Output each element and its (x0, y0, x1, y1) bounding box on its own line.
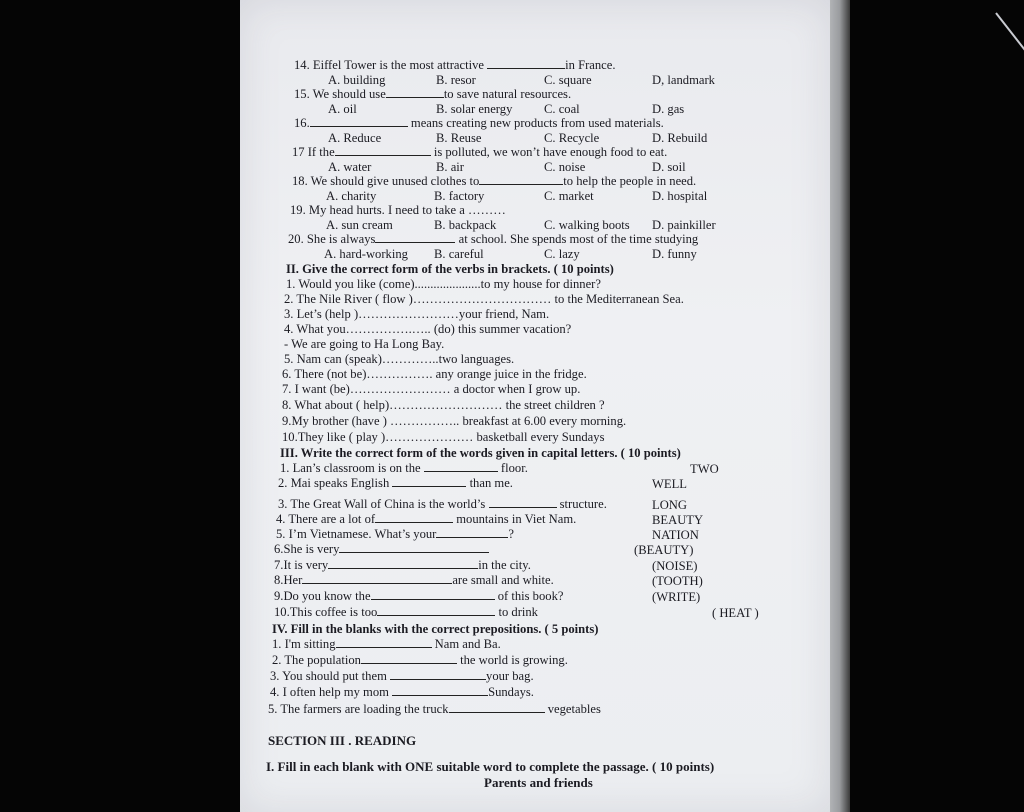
q18-option-a[interactable]: A. charity (326, 189, 377, 203)
preposition-item: 3. You should put them your bag. (270, 669, 534, 683)
capital-word: BEAUTY (652, 513, 704, 527)
section-3-heading: III. Write the correct form of the words given in capital letters. ( 10 points) (280, 446, 681, 460)
answer-blank[interactable] (375, 232, 455, 243)
capital-word: LONG (652, 498, 687, 512)
answer-blank[interactable] (392, 685, 488, 696)
verb-item[interactable]: 7. I want (be)…………………… a doctor when I grow up. (282, 382, 581, 396)
section-4-heading: IV. Fill in the blanks with the correct prepositions. ( 5 points) (272, 622, 599, 636)
q16-option-d[interactable]: D. Rebuild (652, 131, 708, 145)
verb-item[interactable]: 8. What about ( help)……………………… the street children ? (282, 398, 605, 412)
q15-option-a[interactable]: A. oil (328, 102, 357, 116)
answer-blank[interactable] (371, 589, 495, 600)
answer-blank[interactable] (436, 527, 508, 538)
capital-word: (WRITE) (652, 590, 701, 604)
verb-item[interactable]: 4. What you…………….….. (do) this summer vacation? (284, 322, 572, 336)
q15-option-c[interactable]: C. coal (544, 102, 580, 116)
verb-item[interactable]: 1. Would you like (come).....................to my house for dinner? (286, 277, 601, 291)
capital-word: TWO (690, 462, 719, 476)
answer-blank[interactable] (375, 512, 453, 523)
section-2-heading: II. Give the correct form of the verbs in brackets. ( 10 points) (286, 262, 614, 276)
answer-blank[interactable] (361, 653, 457, 664)
capital-word: (BEAUTY) (634, 543, 694, 557)
q15-option-d[interactable]: D. gas (652, 102, 685, 116)
q17-option-d[interactable]: D. soil (652, 160, 686, 174)
word-form-item: 2. Mai speaks English than me. (278, 476, 513, 490)
answer-blank[interactable] (339, 542, 489, 553)
answer-blank[interactable] (489, 497, 557, 508)
q18-option-b[interactable]: B. factory (434, 189, 485, 203)
verb-item[interactable]: 5. Nam can (speak)…………..two languages. (284, 352, 515, 366)
q19-option-d[interactable]: D. painkiller (652, 218, 716, 232)
verb-item[interactable]: 3. Let’s (help )……………………your friend, Nam. (284, 307, 550, 321)
q17-option-a[interactable]: A. water (328, 160, 372, 174)
question-19: 19. My head hurts. I need to take a ……… (290, 203, 506, 217)
answer-blank[interactable] (377, 605, 495, 616)
q19-option-c[interactable]: C. walking boots (544, 218, 630, 232)
question-15: 15. We should use to save natural resources. (294, 87, 572, 101)
word-form-item: 4. There are a lot of mountains in Viet Nam. (276, 512, 577, 526)
q16-option-c[interactable]: C. Recycle (544, 131, 600, 145)
preposition-item: 4. I often help my mom Sundays. (270, 685, 534, 699)
answer-blank[interactable] (424, 461, 498, 472)
answer-blank[interactable] (449, 702, 545, 713)
answer-blank[interactable] (336, 637, 432, 648)
word-form-item: 9.Do you know the of this book? (274, 589, 564, 603)
capital-word: (TOOTH) (652, 574, 703, 588)
question-20: 20. She is always at school. She spends most of the time studying (288, 232, 699, 246)
question-17: 17 If the is polluted, we won’t have enough food to eat. (292, 145, 668, 159)
q19-option-a[interactable]: A. sun cream (326, 218, 393, 232)
q18-option-c[interactable]: C. market (544, 189, 594, 203)
answer-blank[interactable] (302, 573, 452, 584)
word-form-item: 5. I’m Vietnamese. What’s your ? (276, 527, 514, 541)
verb-item[interactable]: 10.They like ( play )………………… basketball every Sundays (282, 430, 605, 444)
question-18: 18. We should give unused clothes to to help the people in need. (292, 174, 697, 188)
q14-option-a[interactable]: A. building (328, 73, 386, 87)
word-form-item: 3. The Great Wall of China is the world’s structure. (278, 497, 607, 511)
reading-section-title: SECTION III . READING (268, 733, 417, 748)
q14-option-d[interactable]: D, landmark (652, 73, 715, 87)
answer-blank[interactable] (392, 476, 466, 487)
capital-word: (NOISE) (652, 559, 698, 573)
capital-word: NATION (652, 528, 699, 542)
q20-option-c[interactable]: C. lazy (544, 247, 580, 261)
capital-word: WELL (652, 477, 687, 491)
word-form-item: 10.This coffee is too to drink (274, 605, 538, 619)
verb-example-answer: - We are going to Ha Long Bay. (284, 337, 445, 351)
q16-option-a[interactable]: A. Reduce (328, 131, 382, 145)
q20-option-a[interactable]: A. hard-working (324, 247, 408, 261)
capital-word: ( HEAT ) (712, 606, 759, 620)
q16-option-b[interactable]: B. Reuse (436, 131, 482, 145)
q15-option-b[interactable]: B. solar energy (436, 102, 513, 116)
answer-blank[interactable] (310, 116, 408, 127)
answer-blank[interactable] (335, 145, 431, 156)
answer-blank[interactable] (390, 669, 486, 680)
q14-option-c[interactable]: C. square (544, 73, 592, 87)
q17-option-b[interactable]: B. air (436, 160, 464, 174)
preposition-item: 5. The farmers are loading the truck vegetables (268, 702, 601, 716)
reading-task-heading: I. Fill in each blank with ONE suitable word to complete the passage. ( 10 points) (266, 759, 715, 774)
preposition-item: 1. I'm sitting Nam and Ba. (272, 637, 501, 651)
question-14: 14. Eiffel Tower is the most attractive in France. (294, 58, 616, 72)
q17-option-c[interactable]: C. noise (544, 160, 586, 174)
word-form-item: 1. Lan’s classroom is on the floor. (280, 461, 528, 475)
q18-option-d[interactable]: D. hospital (652, 189, 708, 203)
word-form-item: 6.She is very (274, 542, 489, 556)
preposition-item: 2. The population the world is growing. (272, 653, 568, 667)
passage-title: Parents and friends (484, 775, 593, 790)
q20-option-d[interactable]: D. funny (652, 247, 697, 261)
q20-option-b[interactable]: B. careful (434, 247, 484, 261)
answer-blank[interactable] (487, 58, 565, 69)
q19-option-b[interactable]: B. backpack (434, 218, 497, 232)
verb-item[interactable]: 2. The Nile River ( flow )…………………………… to the Mediterranean Sea. (284, 292, 684, 306)
answer-blank[interactable] (328, 558, 478, 569)
q14-option-b[interactable]: B. resor (436, 73, 476, 87)
answer-blank[interactable] (479, 174, 563, 185)
verb-item[interactable]: 6. There (not be)……………. any orange juice in the fridge. (282, 367, 587, 381)
word-form-item: 7.It is very in the city. (274, 558, 531, 572)
verb-item[interactable]: 9.My brother (have ) …………….. breakfast at 6.00 every morning. (282, 414, 627, 428)
word-form-item: 8.Her are small and white. (274, 573, 554, 587)
answer-blank[interactable] (386, 87, 444, 98)
question-16: 16. means creating new products from used materials. (294, 116, 664, 130)
